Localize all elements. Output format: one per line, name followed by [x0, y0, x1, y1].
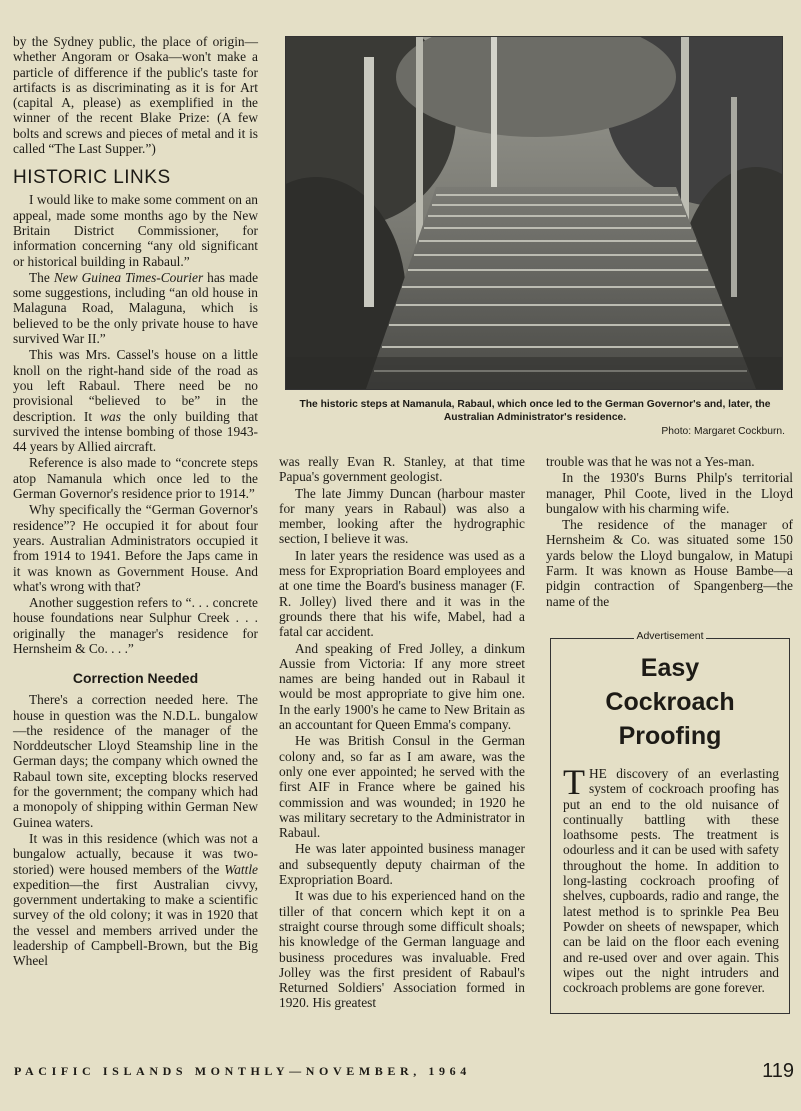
subheading-correction-needed: Correction Needed	[72, 670, 199, 687]
paragraph: Another suggestion refers to “. . . concrete house foundations near Sulphur Creek . . . originally the manager's residence for Hernsheim & Co. . . .”	[13, 595, 258, 656]
article-column-3	[546, 454, 793, 609]
paragraph: And speaking of Fred Jolley, a dinkum Aussie from Victoria: If any more street names are being handed out in Rabaul it would be most appropriate to give him one. In the early 1900's he came to New Britain as an accountant for Queen Emma's company.	[279, 640, 525, 733]
caption-text: The historic steps at Namanula, Rabaul, which once led to the German Governor's and, later, the Australian Administrator's residence.	[299, 399, 771, 423]
paragraph: The late Jimmy Duncan (harbour master for many years in Rabaul) was also a member, looking after the hydrographic section, I believe it was.	[279, 485, 525, 547]
photo-credit: Photo: Margaret Cockburn.	[661, 426, 785, 437]
ship-name: Wattle	[224, 861, 258, 877]
page-footer	[14, 1060, 794, 1084]
ad-body-text: HE discovery of an everlasting system of cockroach proofing has put an end to the old nuisance of continually battling with these loathsome pests. The treatment is odourless and it can be used with safety throughout the home. In addition to long-lasting cockroach proofing of shelves, cupboards, radio and range, the latest method is to sprinkle Pea Beu Powder on sheets of newspaper, which can be laid on the floor each evening and re-used over and over again. This wipes out the night intruders and cockroach problems are gone forever.	[563, 766, 779, 996]
paragraph: The residence of the manager of Hernsheim & Co. was situated some 150 yards below the Lloyd bungalow, in Matupi Farm. It was known as House Bambe—a pidgin contraction of Spangenberg—the name of the	[546, 517, 793, 609]
paragraph: There's a correction needed here. The house in question was the N.D.L. bungalow—the residence of the manager of the Norddeutscher Lloyd Steamship line in the German days; the company which owned the Rabaul town site, excepting blocks reserved for the government; the company which had a monopoly of shipping within German New Guinea waters.	[13, 692, 258, 830]
paragraph: It was due to his experienced hand on the tiller of that concern which kept it on a straight course through some difficult shoals; his knowledge of the German language and business procedures was invaluable. Fred Jolley was the first president of Rabaul's Returned Soldiers' Association formed in 1920. His greatest	[279, 888, 525, 1011]
paragraph: Reference is also made to “concrete steps atop Namanula which once led to the German Governor's residence prior to 1914.”	[13, 455, 258, 502]
photo-caption	[285, 398, 785, 438]
ad-headline: Easy Cockroach Proofing	[605, 654, 735, 750]
photo-namanula-steps	[285, 36, 783, 390]
publication-title: New Guinea Times-Courier	[53, 269, 204, 285]
paragraph: was really Evan R. Stanley, at that time Papua's government geologist.	[279, 454, 525, 485]
drop-cap: T	[563, 762, 585, 802]
paragraph: The New Guinea Times-Courier has made some suggestions, including “an old house in Malaguna Road, Malaguna, which is believed to be the only private house to have survived War II.”	[13, 269, 259, 347]
paragraph: In the 1930's Burns Philp's territorial manager, Phil Coote, lived in the Lloyd bungalow with his charming wife.	[546, 470, 793, 516]
ad-body	[563, 762, 779, 996]
page-number: 119	[762, 1060, 794, 1082]
paragraph: It was in this residence (which was not a bungalow actually, because it was two-storied) were housed members of the Wattle expedition—the first Australian civvy, government undertaking to make a scientific survey of the old colony; it was in 1920 that the vessel and members arrived under the leadership of Campbell-Brown, but the Big Wheel	[13, 830, 258, 969]
masthead-footer: PACIFIC ISLANDS MONTHLY—NOVEMBER, 1964	[14, 1064, 471, 1078]
paragraph: In later years the residence was used as a mess for Expropriation Board employees and at one time the Board's business manager (F. R. Jolley) lived there and it was in the grounds there that his wife, Mabel, had a fatal car accident.	[279, 547, 525, 640]
paragraph: This was Mrs. Cassel's house on a little knoll on the right-hand side of the road as you left Rabaul. There need be no provisional “believed to be” in the description. It was the only building that survived the intense bombing of those 1943-44 years by Allied aircraft.	[13, 347, 258, 455]
advertisement-label: Advertisement	[636, 630, 704, 642]
paragraph: He was later appointed business manager and subsequently deputy chairman of the Expropriation Board.	[279, 841, 525, 888]
advertisement-box	[550, 638, 790, 1014]
article-column-2	[279, 454, 525, 1011]
stairs-photo-illustration	[286, 37, 782, 389]
section-heading-historic-links: HISTORIC LINKS	[13, 167, 171, 189]
paragraph: trouble was that he was not a Yes-man.	[546, 454, 755, 469]
paragraph: by the Sydney public, the place of origin—whether Angoram or Osaka—won't make a particle of difference if the public's taste for artifacts is as discriminating as it is for Art (capital A, please) as exemplified in the winner of the recent Blake Prize: (A few bolts and screws and pieces of metal and it is called “The Last Supper.”)	[13, 34, 258, 157]
paragraph: Why specifically the “German Governor's residence”? He occupied it for about four years. Australian Administrators occupied it from 1914 to 1941. Before the Japs came in it was known as Government House. And what's wrong with that?	[13, 502, 258, 594]
paragraph: I would like to make some comment on an appeal, made some months ago by the New Britain District Commissioner, for information concerning “any old significant or historical building in Rabaul.”	[13, 192, 258, 269]
article-column-1	[13, 34, 258, 969]
paragraph: He was British Consul in the German colony and, so far as I am aware, was the only one ever appointed; he served with the first AIF in France where be gained his commission and was wounded; in 1920 he was military secretary to the Administrator in Rabaul.	[279, 733, 525, 841]
